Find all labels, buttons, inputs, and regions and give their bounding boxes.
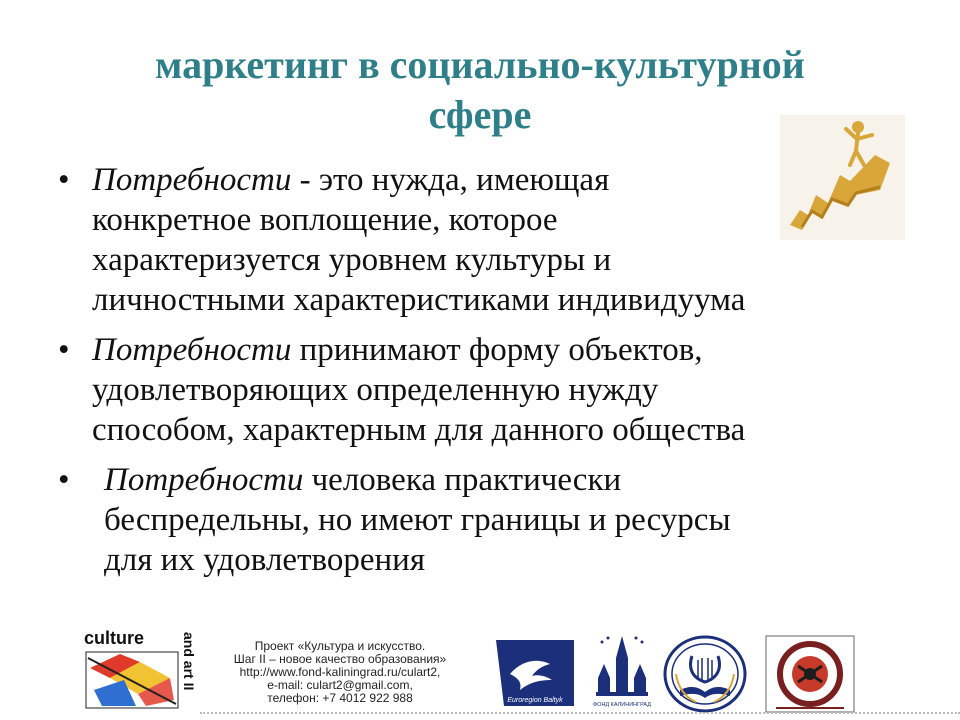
bullet-term: Потребности [104, 462, 304, 498]
footer-line-5: телефон: +7 4012 922 988 [267, 691, 413, 705]
lyre-book-emblem [662, 634, 748, 714]
footer-dotted-divider [200, 712, 960, 714]
bullet-text: принимают форму объектов, удовлетворяющих определенную нужду способом, характерным для данного общества [92, 332, 746, 448]
culture-logo-word: culture [84, 628, 145, 648]
bullet-item [58, 330, 908, 450]
bullet-list [58, 160, 908, 590]
slide-title [60, 40, 900, 140]
bullet-item [58, 160, 908, 320]
fond-label: ФОНД КАЛИНИНГРАД [593, 702, 651, 708]
footer-line-4[interactable]: e-mail: culart2@gmail.com, [267, 678, 413, 692]
title-line-1: маркетинг в социально-культурной [155, 42, 805, 87]
culture-logo-side-text: and art II [181, 632, 197, 691]
bullet-marker: • [58, 462, 70, 498]
bullet-marker: • [58, 162, 70, 198]
bullet-term: Потребности [92, 162, 292, 198]
footer-project-info [205, 640, 475, 705]
bullet-text: - это нужда, имеющая конкретное воплощение, которое характеризуется уровнем культуры и личностными характеристиками индивидуума [92, 162, 746, 318]
bullet-marker: • [58, 332, 70, 368]
bullet-text: человека практически беспредельны, но имеют границы и ресурсы для их удовлетворения [104, 462, 731, 578]
footer-line-3[interactable]: http://www.fond-kaliningrad.ru/culart2, [239, 665, 441, 679]
footer-line-1: Проект «Культура и искусство. [254, 639, 426, 653]
bullet-item [58, 460, 908, 580]
euroregion-baltyk-logo [490, 634, 580, 712]
culture-art-logo [80, 628, 200, 712]
fond-kaliningrad-logo [592, 634, 652, 712]
bullet-term: Потребности [92, 332, 292, 368]
lithuanian-school-emblem [764, 634, 856, 714]
euroregion-label: Euroregion Baltyk [507, 697, 563, 704]
footer-line-2: Шаг II – новое качество образования» [233, 652, 447, 666]
title-line-2: сфере [428, 92, 532, 137]
